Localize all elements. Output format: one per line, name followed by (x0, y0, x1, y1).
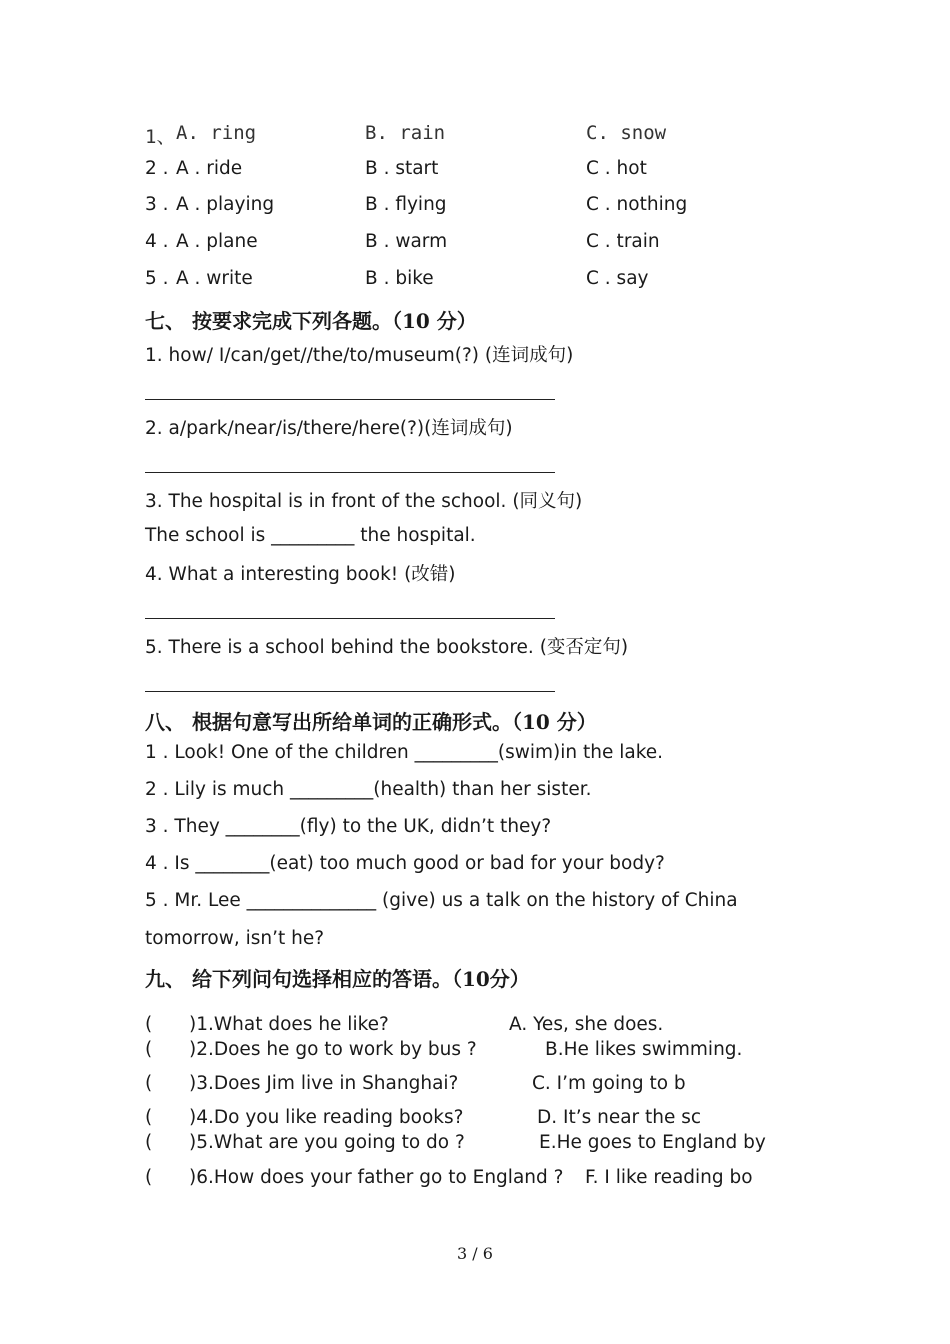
section-7-question-1: 1. how/ I/can/get//the/to/museum(?) (连词成句) (145, 345, 574, 366)
section-7-question-3-answer: The school is _________ the hospital. (145, 525, 476, 546)
answer-paren[interactable]: ( (145, 1014, 153, 1035)
section-8-question-2: 2 . Lily is much _________(health) than her sister. (145, 779, 592, 800)
row-number: 2 . (145, 158, 169, 179)
match-question: )5.What are you going to do ? (189, 1132, 465, 1153)
section-8-question-5: 5 . Mr. Lee ______________ (give) us a talk on the history of China (145, 890, 738, 911)
answer-line[interactable] (145, 691, 555, 692)
section-9-heading: 九、 给下列问句选择相应的答语。（10分） (145, 967, 530, 991)
match-question: )6.How does your father go to England ? (189, 1167, 564, 1188)
option-c: C . nothing (586, 194, 688, 215)
answer-line[interactable] (145, 472, 555, 473)
option-b: B . bike (365, 268, 434, 289)
option-c: C. snow (586, 122, 667, 144)
option-c: C . hot (586, 158, 647, 179)
page-number: 3 / 6 (457, 1244, 493, 1263)
section-7-question-2: 2. a/park/near/is/there/here(?)(连词成句) (145, 418, 513, 439)
section-8-question-5-cont: tomorrow, isn’t he? (145, 928, 325, 949)
match-question: )1.What does he like? (189, 1014, 389, 1035)
match-answer: C. I’m going to b (532, 1073, 686, 1094)
option-c: C . say (586, 268, 649, 289)
option-a: A . write (176, 268, 253, 289)
answer-paren[interactable]: ( (145, 1107, 153, 1128)
option-a: A . ride (176, 158, 243, 179)
section-8-question-3: 3 . They ________(fly) to the UK, didn’t they? (145, 816, 552, 837)
section-7-heading: 七、 按要求完成下列各题。（10 分） (145, 309, 477, 333)
option-b: B . flying (365, 194, 447, 215)
section-7-question-3: 3. The hospital is in front of the school. (同义句) (145, 491, 583, 512)
row-number: 1、 (145, 126, 176, 148)
option-c: C . train (586, 231, 660, 252)
answer-line[interactable] (145, 618, 555, 619)
section-8-question-4: 4 . Is ________(eat) too much good or bad for your body? (145, 853, 665, 874)
match-question: )3.Does Jim live in Shanghai? (189, 1073, 459, 1094)
match-answer: A. Yes, she does. (509, 1014, 664, 1035)
match-answer: F. I like reading bo (585, 1167, 753, 1188)
section-7-question-4: 4. What a interesting book! (改错) (145, 564, 456, 585)
option-a: A . playing (176, 194, 275, 215)
option-b: B . start (365, 158, 439, 179)
section-8-heading: 八、 根据句意写出所给单词的正确形式。（10 分） (145, 710, 597, 734)
row-number: 4 . (145, 231, 169, 252)
row-number: 5 . (145, 268, 169, 289)
option-a: A. ring (176, 122, 257, 144)
option-b: B. rain (365, 122, 446, 144)
match-answer: E.He goes to England by (539, 1132, 766, 1153)
answer-paren[interactable]: ( (145, 1167, 153, 1188)
option-a: A . plane (176, 231, 258, 252)
answer-line[interactable] (145, 399, 555, 400)
section-8-question-1: 1 . Look! One of the children _________(swim)in the lake. (145, 742, 664, 763)
match-answer: D. It’s near the sc (537, 1107, 702, 1128)
match-question: )4.Do you like reading books? (189, 1107, 464, 1128)
match-answer: B.He likes swimming. (545, 1039, 743, 1060)
answer-paren[interactable]: ( (145, 1039, 153, 1060)
answer-paren[interactable]: ( (145, 1073, 153, 1094)
match-question: )2.Does he go to work by bus ? (189, 1039, 477, 1060)
row-number: 3 . (145, 194, 169, 215)
section-7-question-5: 5. There is a school behind the bookstore. (变否定句) (145, 637, 629, 658)
answer-paren[interactable]: ( (145, 1132, 153, 1153)
option-b: B . warm (365, 231, 448, 252)
